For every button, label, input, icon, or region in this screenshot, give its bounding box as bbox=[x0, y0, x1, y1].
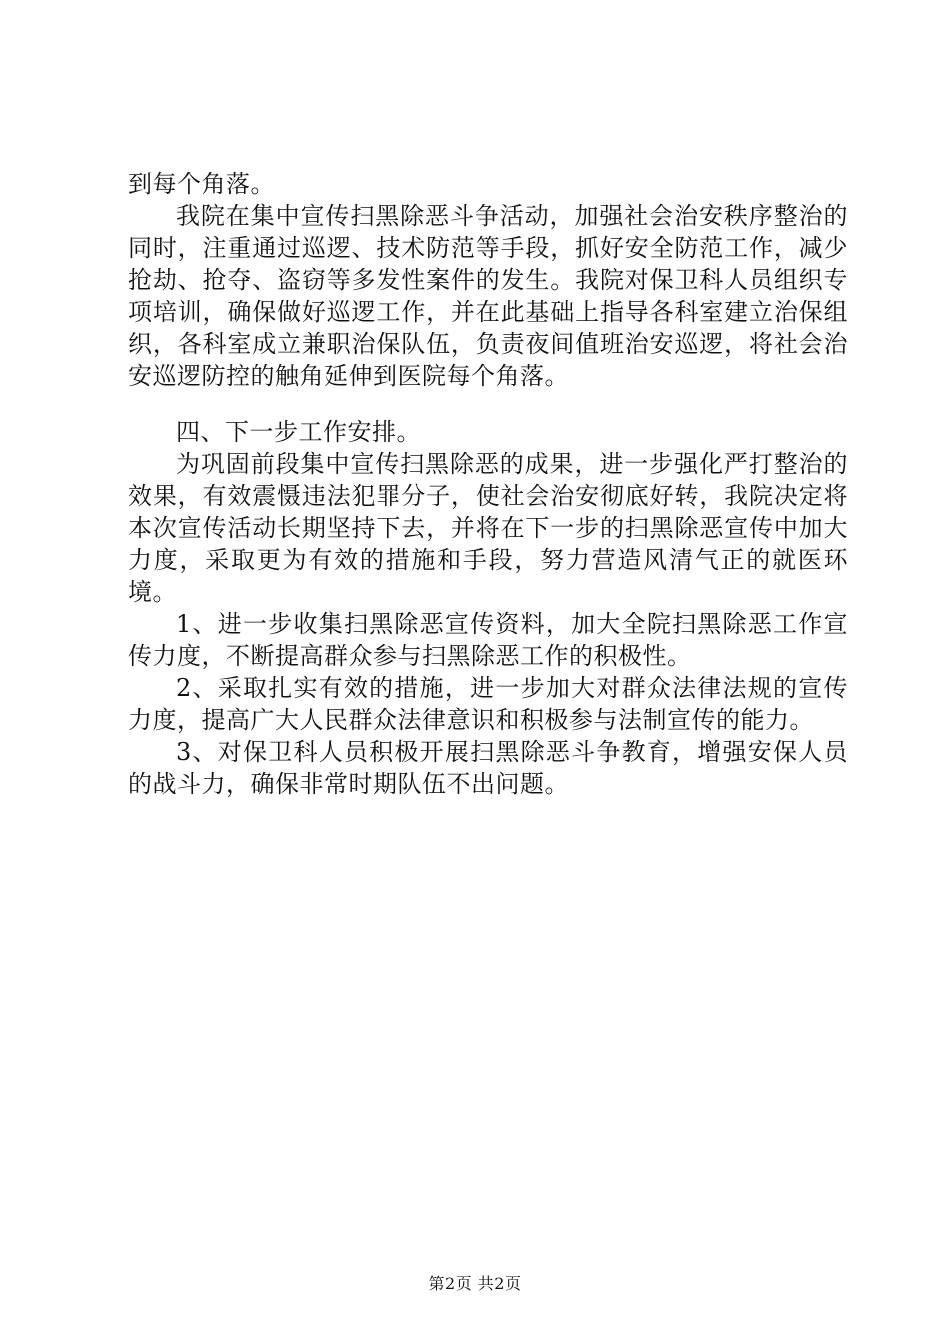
paragraph-patrol: 我院在集中宣传扫黑除恶斗争活动，加强社会治安秩序整治的同时，注重通过巡逻、技术防范等手段，抓好安全防范工作，减少抢劫、抢夺、盗窃等多发性案件的发生。我院对保卫科人员组织专项培训，确保做好巡逻工作，并在此基础上指导各科室建立治保组织，各科室成立兼职治保队伍，负责夜间值班治安巡逻，将社会治安巡逻防控的触角延伸到医院每个角落。 bbox=[128, 202, 848, 390]
list-item-2: 2、采取扎实有效的措施，进一步加大对群众法律法规的宣传力度，提高广大人民群众法律意识和积极参与法制宣传的能力。 bbox=[128, 674, 848, 734]
list-item-1: 1、进一步收集扫黑除恶宣传资料，加大全院扫黑除恶工作宣传力度，不断提高群众参与扫黑除恶工作的积极性。 bbox=[128, 610, 848, 670]
paragraph-consolidate: 为巩固前段集中宣传扫黑除恶的成果，进一步强化严打整治的效果，有效震慑违法犯罪分子，使社会治安彻底好转，我院决定将本次宣传活动长期坚持下去，并将在下一步的扫黑除恶宣传中加大力度，采取更为有效的措施和手段，努力营造风清气正的就医环境。 bbox=[128, 450, 848, 606]
page-footer bbox=[0, 1274, 950, 1294]
document-body bbox=[128, 168, 848, 800]
section-heading-next-steps: 四、下一步工作安排。 bbox=[176, 418, 421, 446]
page-number-label: 第2页 共2页 bbox=[428, 1274, 522, 1293]
paragraph-continuation: 到每个角落。 bbox=[128, 170, 275, 198]
list-item-3: 3、对保卫科人员积极开展扫黑除恶斗争教育，增强安保人员的战斗力，确保非常时期队伍不出问题。 bbox=[128, 738, 848, 798]
